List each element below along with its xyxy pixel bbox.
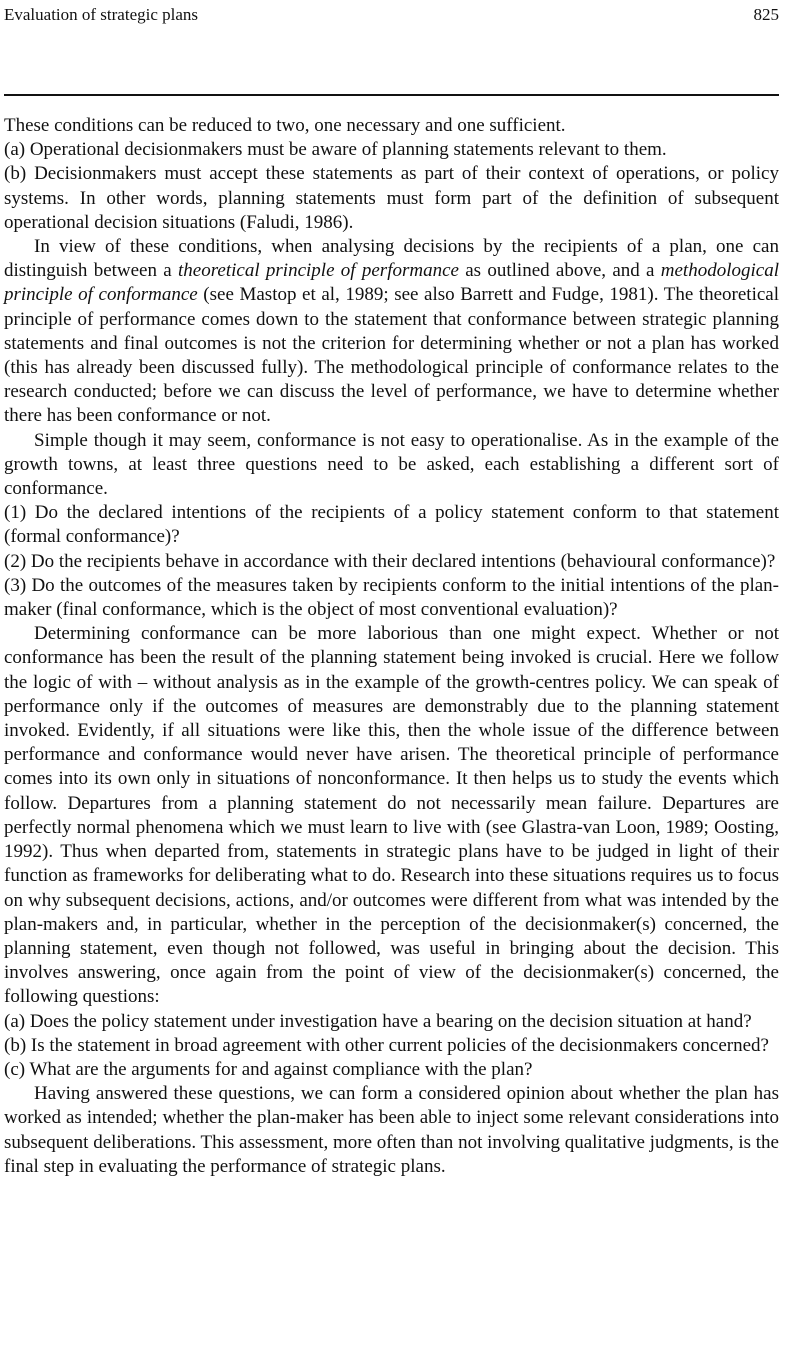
page-number: 825 — [753, 5, 779, 24]
list-item: (c) What are the arguments for and against compliance with the plan? — [4, 1058, 533, 1080]
list-item: (1) Do the declared intentions of the recipients of a policy statement conform to that statement (formal conformance)? — [4, 502, 779, 548]
paragraph — [4, 235, 779, 429]
text-run: as outlined above, and a — [458, 260, 661, 282]
running-title: Evaluation of strategic plans — [4, 5, 199, 24]
paragraph: Having answered these questions, we can form a considered opinion about whether the plan has worked as intended; whether the plan-maker has been able to inject some relevant considerations into subsequent deliberations. This assessment, more often than not involving qualitative judgments, is the final step in evaluating the performance of strategic plans. — [4, 1083, 779, 1177]
header-rule — [4, 94, 779, 96]
italic-term: methodological principle of conformance — [4, 260, 779, 306]
list-item: (a) Does the policy statement under investigation have a bearing on the decision situation at hand? — [4, 1010, 752, 1032]
list-item: (b) Decisionmakers must accept these statements as part of their context of operations, or policy systems. In other words, planning statements must form part of the definition of subsequent operational decision situations (Faludi, 1986). — [4, 163, 779, 233]
paragraph: Determining conformance can be more laborious than one might expect. Whether or not conformance has been the result of the planning statement being invoked is crucial. Here we follow the logic of with – without analysis as in the example of the growth-centres policy. We can speak of performance only if the outcomes of measures are demonstrably due to the planning statement invoked. Evidently, if all situations were like this, then the whole issue of the difference between performance and conformance would never have arisen. The theoretical principle of performance comes into its own only in situations of nonconformance. It then helps us to study the events which follow. Departures from a planning statement do not necessarily mean failure. Departures are perfectly normal phenomena which we must learn to live with (see Glastra-van Loon, 1989; Oosting, 1992). Thus when departed from, statements in strategic plans have to be judged in light of their function as frameworks for deliberating what to do. Research into these situations requires us to focus on why subsequent decisions, actions, and/or outcomes were different from what was intended by the plan-makers and, in particular, whether in the perception of the decisionmaker(s) concerned, the planning statement, even though not followed, was useful in bringing about the decision. This involves answering, once again from the point of view of the decisionmaker(s) concerned, the following questions: — [4, 623, 779, 1008]
list-item: (2) Do the recipients behave in accordance with their declared intentions (behavioural conformance)? — [4, 550, 776, 572]
running-head — [4, 4, 779, 28]
paragraph: These conditions can be reduced to two, one necessary and one sufficient. — [4, 115, 566, 136]
text-run: (see Mastop et al, 1989; see also Barrett and Fudge, 1981). The theoretical principle of performance comes down to the statement that conformance between strategic planning statements and final outcomes is not the criterion for determining whether or not a plan has worked (this has already been discussed fully). The methodological principle of conformance relates to the research conducted; before we can discuss the level of performance, we have to determine whether there has been conformance or not. — [4, 284, 779, 427]
text-run: In view of these conditions, when analysing decisions by the recipients of a plan, one can distinguish between a — [4, 236, 779, 282]
list-item: (b) Is the statement in broad agreement with other current policies of the decisionmakers concerned? — [4, 1034, 769, 1056]
body-text — [4, 114, 779, 1179]
paragraph: Simple though it may seem, conformance is not easy to operationalise. As in the example of the growth towns, at least three questions need to be asked, each establishing a different sort of conformance. — [4, 429, 779, 500]
list-item: (3) Do the outcomes of the measures taken by recipients conform to the initial intentions of the plan-maker (final conformance, which is the object of most conventional evaluation)? — [4, 574, 779, 621]
list-item: (a) Operational decisionmakers must be aware of planning statements relevant to them. — [4, 139, 667, 161]
italic-term: theoretical principle of performance — [178, 260, 459, 282]
